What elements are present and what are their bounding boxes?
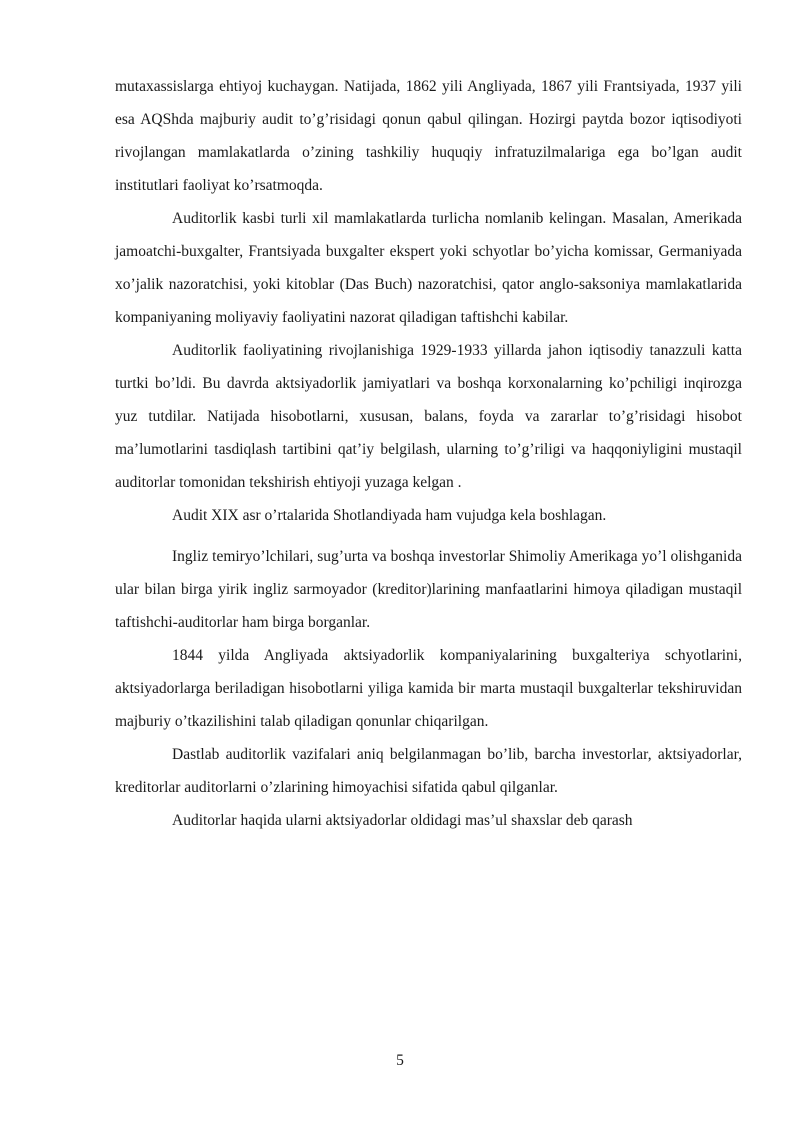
paragraph-continuation: mutaxassislarga ehtiyoj kuchaygan. Natijada, 1862 yili Angliyada, 1867 yili Frantsiyada, 1937 yili esa AQShda majburiy audit to’g’risidagi qonun qabul qilingan. Hozirgi paytda bozor iqtisodiyoti rivojlangan mamlakatlarda o’zining tashkiliy huquqiy infratuzilmalariga ega bo’lgan audit institutlari faoliyat ko’rsatmoqda. xyxy=(115,78,742,194)
paragraph-early-functions: Dastlab auditorlik vazifalari aniq belgilanmagan bo’lib, barcha investorlar, aktsiyadorlar, kreditorlar auditorlarni o’zlarining himoyachisi sifatida qabul qilganlar. xyxy=(115,746,742,796)
paragraph-audit-profession-names: Auditorlik kasbi turli xil mamlakatlarda turlicha nomlanib kelingan. Masalan, Amerikada jamoatchi-buxgalter, Frantsiyada buxgalter ekspert yoki schyotlar bo’yicha komissar, Germaniyada xo’jalik nazoratchisi, yoki kitoblar (Das Buch) nazoratchisi, qator anglo-saksoniya mamlakatlarida kompaniyaning moliyaviy faoliyatini nazorat qiladigan taftishchi kabilar. xyxy=(115,210,742,326)
paragraph-english-investors: Ingliz temiryo’lchilari, sug’urta va boshqa investorlar Shimoliy Amerikaga yo’l olishganida ular bilan birga yirik ingliz sarmoyador (kreditor)larining manfaatlarini himoya qiladigan mustaqil taftishchi-auditorlar ham birga borganlar. xyxy=(115,548,742,631)
paragraph-1844-law: 1844 yilda Angliyada aktsiyadorlik kompaniyalarining buxgalteriya schyotlarini, aktsiyadorlarga beriladigan hisobotlarni yiliga kamida bir marta mustaqil buxgalterlar tekshiruvidan majburiy o’tkazilishini talab qiladigan qonunlar chiqarilgan. xyxy=(115,647,742,730)
paragraph-auditors-responsibility: Auditorlar haqida ularni aktsiyadorlar oldidagi mas’ul shaxslar deb qarash xyxy=(172,812,633,829)
page-number: 5 xyxy=(396,1052,404,1069)
paragraph-scotland: Audit XIX asr o’rtalarida Shotlandiyada ham vujudga kela boshlagan. xyxy=(172,507,607,524)
paragraph-economic-crisis: Auditorlik faoliyatining rivojlanishiga 1929-1933 yillarda jahon iqtisodiy tanazzuli katta turtki bo’ldi. Bu davrda aktsiyadorlik jamiyatlari va boshqa korxonalarning ko’pchiligi inqirozga yuz tutdilar. Natijada hisobotlarni, xususan, balans, foyda va zararlar to’g’risidagi hisobot ma’lumotlarini tasdiqlash tartibini qat’iy belgilash, ularning to’g’riligi va haqqoniyligini mustaqil auditorlar tomonidan tekshirish ehtiyoji yuzaga kelgan . xyxy=(115,342,742,491)
body-text xyxy=(115,70,742,837)
